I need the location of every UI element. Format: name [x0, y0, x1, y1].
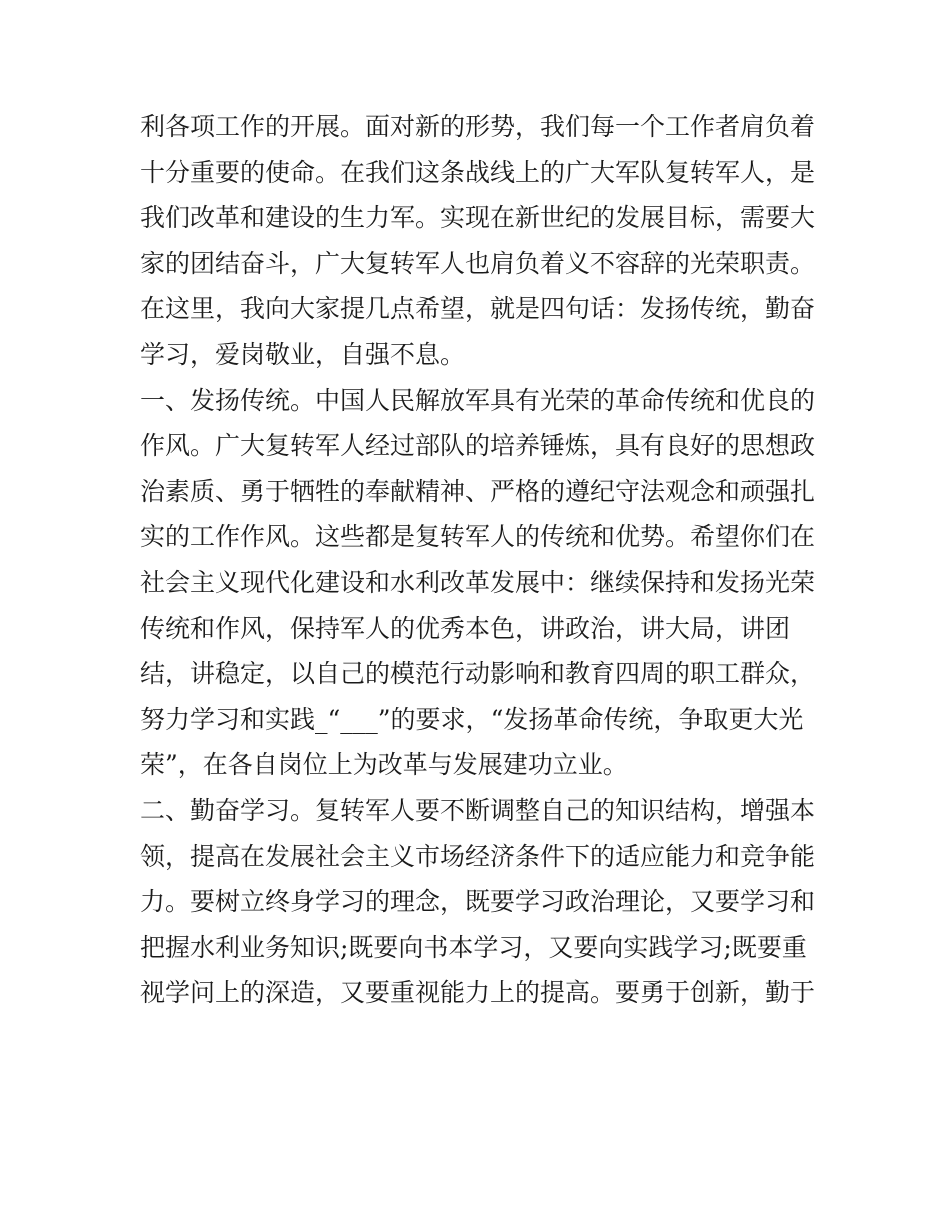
text-line: 努力学习和实践_“___”的要求，“发扬革命传统，争取更大光: [140, 704, 804, 734]
text-line: 荣”，在各自岗位上为改革与发展建功立业。: [140, 750, 628, 780]
text-line: 家的团结奋斗，广大复转军人也肩负着义不容辞的光荣职责。: [140, 248, 816, 278]
text-line: 一、发扬传统。中国人民解放军具有光荣的革命传统和优良的: [140, 385, 816, 415]
text-line: 治素质、勇于牺牲的奉献精神、严格的遵纪守法观念和顽强扎: [140, 476, 816, 506]
text-line: 领，提高在发展社会主义市场经济条件下的适应能力和竞争能: [140, 841, 816, 871]
text-line: 学习，爱岗敬业，自强不息。: [140, 339, 466, 369]
text-line: 在这里，我向大家提几点希望，就是四句话：发扬传统，勤奋: [140, 294, 816, 324]
text-line: 实的工作作风。这些都是复转军人的传统和优势。希望你们在: [140, 522, 816, 552]
text-line: 力。要树立终身学习的理念，既要学习政治理论，又要学习和: [140, 887, 816, 917]
text-line: 十分重要的使命。在我们这条战线上的广大军队复转军人，是: [140, 157, 816, 187]
text-line: 我们改革和建设的生力军。实现在新世纪的发展目标，需要大: [140, 203, 816, 233]
text-line: 社会主义现代化建设和水利改革发展中：继续保持和发扬光荣: [140, 567, 816, 597]
text-line: 传统和作风，保持军人的优秀本色，讲政治，讲大局，讲团: [140, 613, 791, 643]
text-line: 视学问上的深造，又要重视能力上的提高。要勇于创新，勤于: [140, 978, 816, 1008]
text-line: 结，讲稳定，以自己的模范行动影响和教育四周的职工群众，: [140, 659, 816, 689]
document-page: [140, 104, 820, 1214]
text-line: 二、勤奋学习。复转军人要不断调整自己的知识结构，增强本: [140, 795, 816, 825]
text-line: 利各项工作的开展。面对新的形势，我们每一个工作者肩负着: [140, 112, 816, 141]
text-line: 把握水利业务知识;既要向书本学习，又要向实践学习;既要重: [140, 932, 807, 962]
text-line: 作风。广大复转军人经过部队的培养锤炼，具有良好的思想政: [140, 431, 816, 461]
